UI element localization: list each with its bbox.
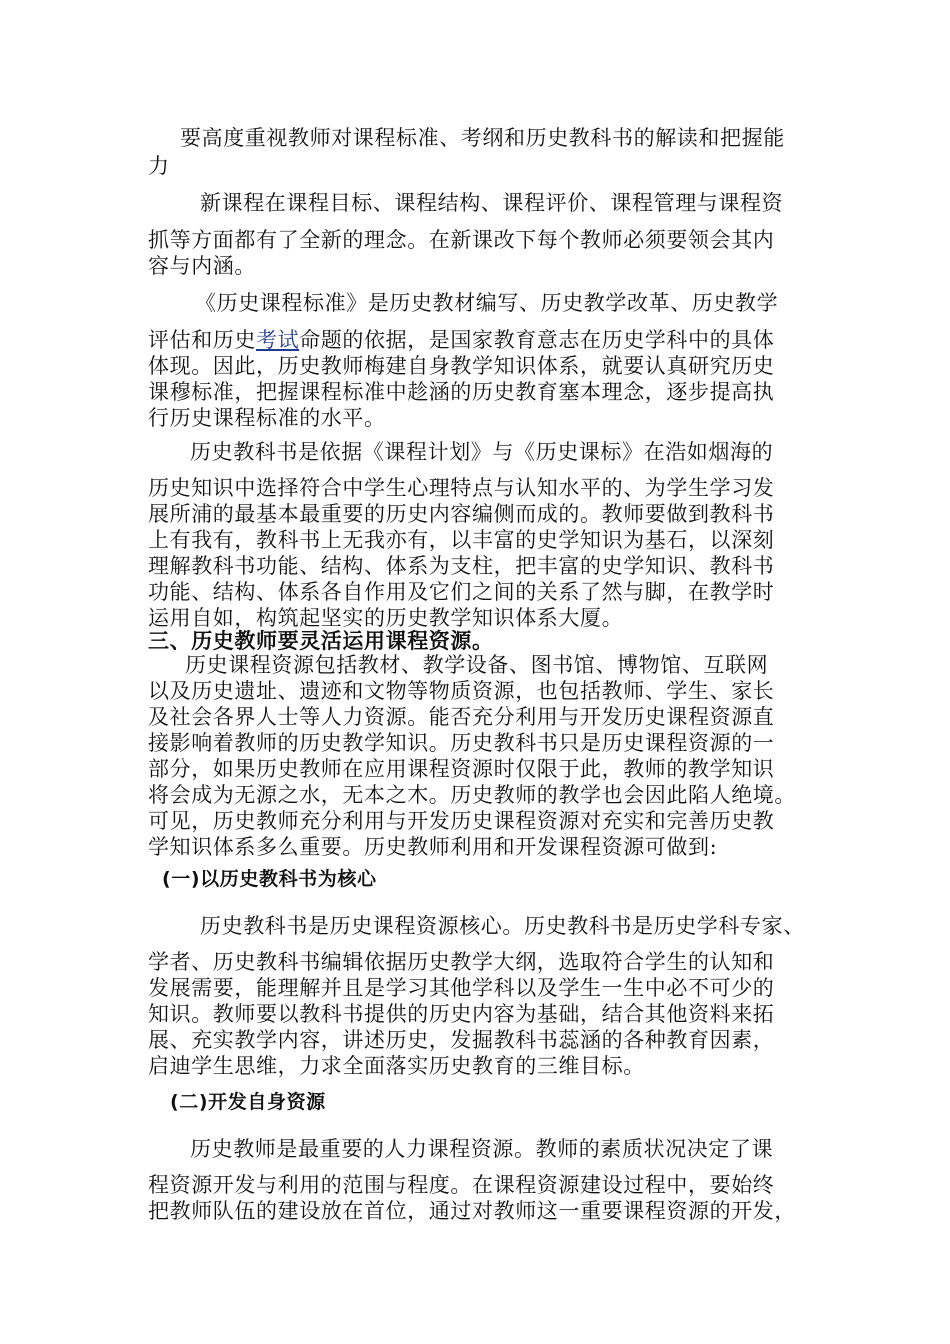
paragraph-line: 程资源开发与利用的范围与程度。在课程资源建设过程中，要始终 bbox=[148, 1173, 775, 1197]
paragraph-line: 课穆标准，把握课程标准中趁涵的历史教育塞本理念，逐步提高执 bbox=[148, 380, 775, 404]
paragraph-line: 学者、历史教科书编辑依据历史教学大纲，选取符合学生的认知和 bbox=[148, 950, 775, 974]
subsection-heading: (二)开发自身资源 bbox=[170, 1091, 326, 1113]
paragraph-line: 《历史课程标准》是历史教材编写、历史教学改革、历史教学 bbox=[195, 291, 779, 315]
paragraph-line: 行历史课程标准的水平。 bbox=[148, 406, 386, 430]
paragraph-line: 历史教师是最重要的人力课程资源。教师的素质状况决定了课 bbox=[190, 1137, 774, 1161]
text-segment: 评估和历史 bbox=[148, 328, 256, 352]
paragraph-line: 功能、结构、体系各自作用及它们之间的关系了然与脚，在教学时 bbox=[148, 580, 775, 604]
paragraph-line: 容与内涵。 bbox=[148, 254, 256, 278]
paragraph-line: 理解教科书功能、结构、体系为支柱，把丰富的史学知识、教科书 bbox=[148, 554, 775, 578]
paragraph-line: 历史教科书是依据《课程计划》与《历史课标》在浩如烟海的 bbox=[190, 440, 774, 464]
paragraph-line: 抓等方面都有了全新的理念。在新课改下每个教师必须要领会其内 bbox=[148, 228, 775, 252]
heading-line: 要高度重视教师对课程标准、考纲和历史教科书的解读和把握能 bbox=[180, 126, 785, 150]
paragraph-line: 上有我有，教科书上无我亦有，以丰富的史学知识为基石，以深刻 bbox=[148, 528, 775, 552]
paragraph-line bbox=[148, 327, 774, 353]
paragraph-line: 启迪学生思维，力求全面落实历史教育的三维目标。 bbox=[148, 1054, 645, 1078]
section-heading: 三、历史教师要灵活运用课程资源。 bbox=[148, 629, 494, 653]
paragraph-line: 运用自如，构筑起坚实的历史教学知识体系大厦。 bbox=[148, 606, 624, 630]
paragraph-line: 新课程在课程目标、课程结构、课程评价、课程管理与课程资 bbox=[200, 191, 784, 215]
subsection-heading: (一)以历史教科书为核心 bbox=[162, 868, 377, 890]
paragraph-line: 把教师队伍的建设放在首位，通过对教师这一重要课程资源的开发， bbox=[148, 1199, 796, 1223]
heading-line: 力 bbox=[148, 154, 170, 178]
paragraph-line: 将会成为无源之水，无本之木。历史教师的教学也会因此陷人绝境。 bbox=[148, 783, 796, 807]
paragraph-line: 展、充实教学内容，讲述历史，发掘教科书蕊涵的各种教育因素， bbox=[148, 1028, 775, 1052]
paragraph-line: 发展需要，能理解并且是学习其他学科以及学生一生中必不可少的 bbox=[148, 976, 775, 1000]
paragraph-line: 展所浦的最基本最重要的历史内容编侧而成的。教师要做到教科书 bbox=[148, 502, 775, 526]
paragraph-line: 历史教科书是历史课程资源核心。历史教科书是历史学科专家、 bbox=[200, 914, 805, 938]
paragraph-line: 知识。教师要以教科书提供的历史内容为基础，结合其他资料来拓 bbox=[148, 1002, 775, 1026]
paragraph-line: 历史课程资源包括教材、教学设备、图书馆、博物馆、互联网 bbox=[185, 653, 769, 677]
exam-link[interactable]: 考试 bbox=[256, 328, 300, 352]
text-segment: 命题的依据，是国家教育意志在历史学科中的具体 bbox=[299, 328, 775, 352]
paragraph-line: 学知识体系多么重要。历史教师利用和开发课程资源可做到: bbox=[148, 835, 718, 859]
paragraph-line: 以及历史遗址、遗迹和文物等物质资源，也包括教师、学生、家长 bbox=[148, 679, 775, 703]
paragraph-line: 体现。因此，历史教师梅建自身教学知识体系，就要认真研究历史 bbox=[148, 354, 775, 378]
paragraph-line: 接影响着教师的历史教学知识。历史教科书只是历史课程资源的一 bbox=[148, 731, 775, 755]
paragraph-line: 及社会各界人士等人力资源。能否充分利用与开发历史课程资源直 bbox=[148, 705, 775, 729]
paragraph-line: 历史知识中选择符合中学生心理特点与认知水平的、为学生学习发 bbox=[148, 476, 775, 500]
paragraph-line: 部分，如果历史教师在应用课程资源时仅限于此，教师的教学知识 bbox=[148, 757, 775, 781]
paragraph-line: 可见，历史教师充分利用与开发历史课程资源对充实和完善历史教 bbox=[148, 809, 775, 833]
